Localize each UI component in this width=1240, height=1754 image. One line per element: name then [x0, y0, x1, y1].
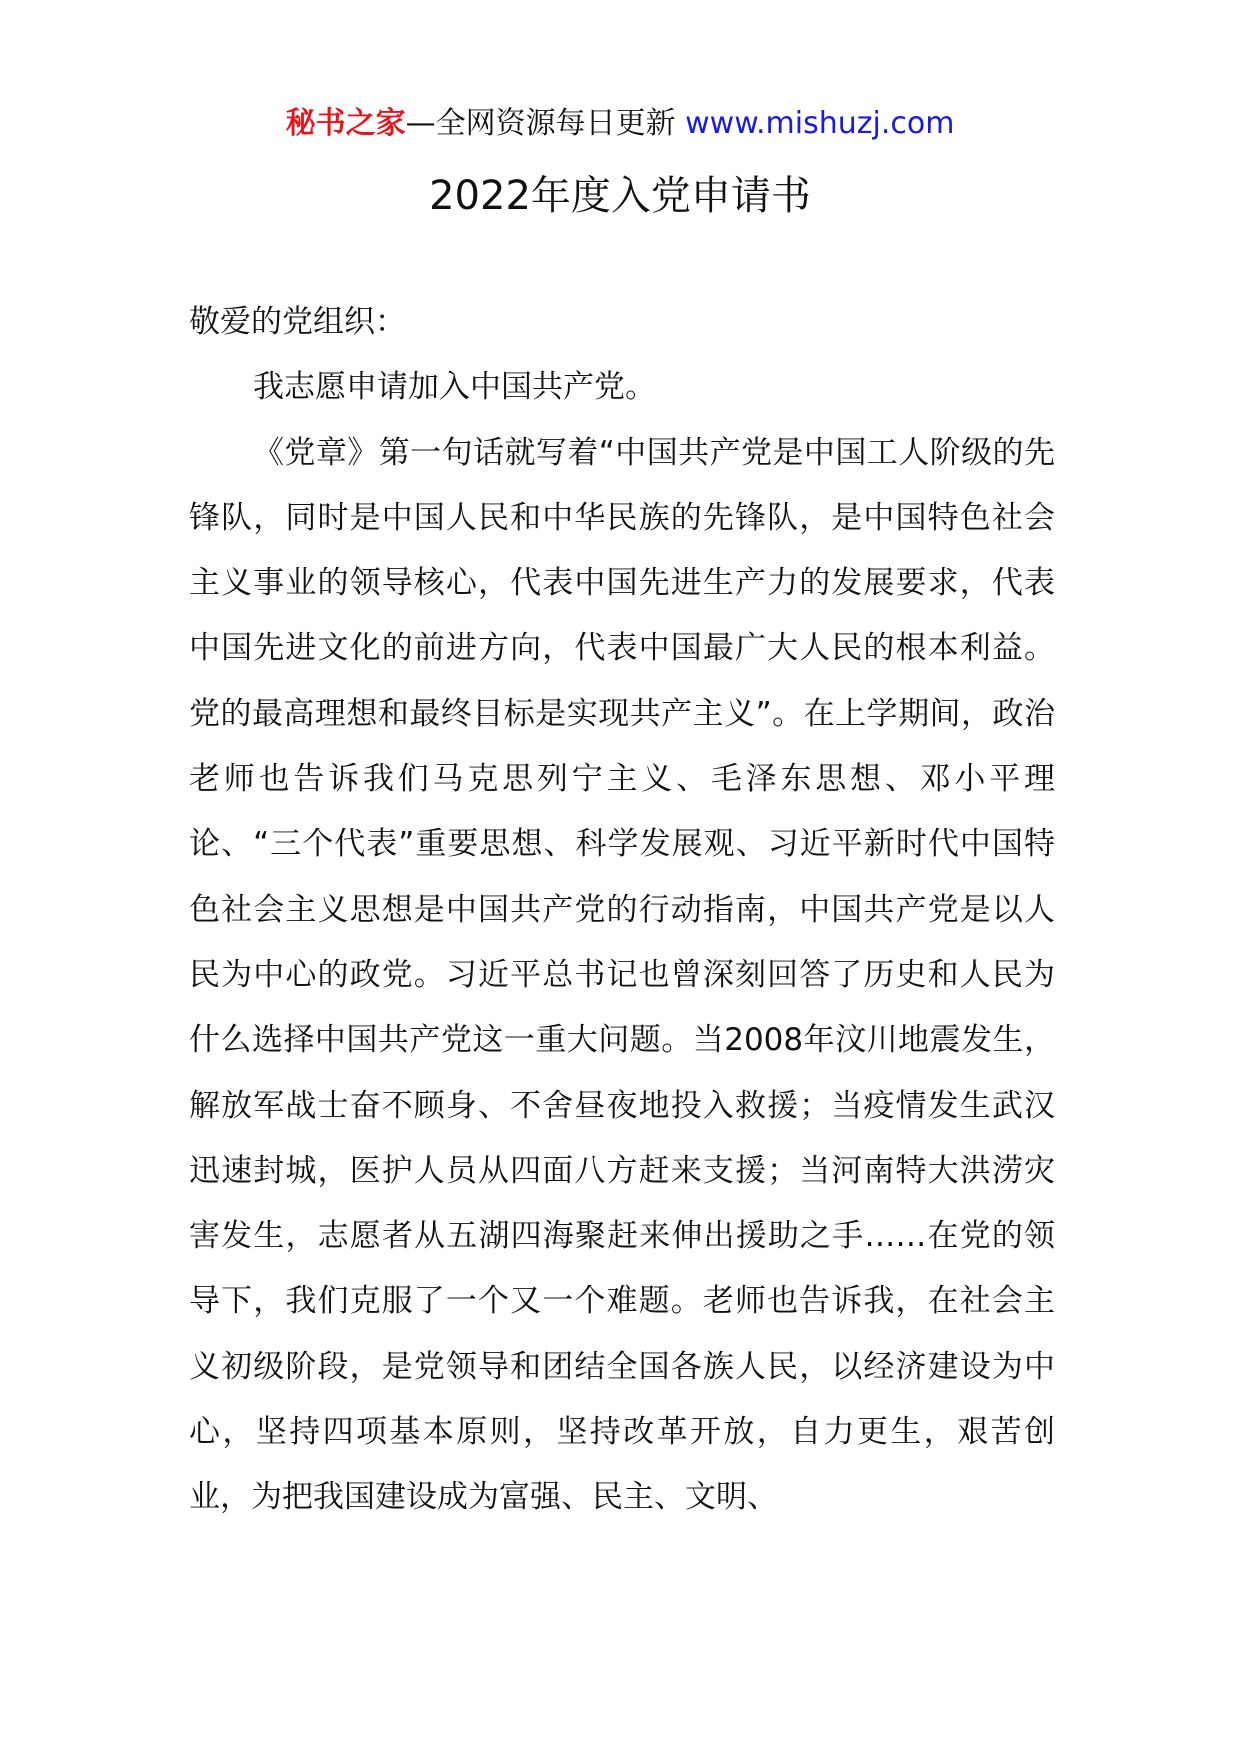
paragraph-2: 《党章》第一句话就写着“中国共产党是中国工人阶级的先锋队，同时是中国人民和中华民族的先锋队，是中国特色社会主义事业的领导核心，代表中国先进生产力的发展要求，代表中国先进文化的前进方向，代表中国最广大人民的根本利益。党的最高理想和最终目标是实现共产主义”。在上学期间，政治老师也告诉我们马克思列宁主义、毛泽东思想、邓小平理论、“三个代表”重要思想、科学发展观、习近平新时代中国特色社会主义思想是中国共产党的行动指南，中国共产党是以人民为中心的政党。习近平总书记也曾深刻回答了历史和人民为什么选择中国共产党这一重大问题。当2008年汶川地震发生，解放军战士奋不顾身、不舍昼夜地投入救援；当疫情发生武汉迅速封城，医护人员从四面八方赶来支援；当河南特大洪涝灾害发生，志愿者从五湖四海聚赶来伸出援助之手……在党的领导下，我们克服了一个又一个难题。老师也告诉我，在社会主义初级阶段，是党领导和团结全国各族人民，以经济建设为中心，坚持四项基本原则，坚持改革开放，自力更生，艰苦创业，为把我国建设成为富强、民主、文明、 — [189, 434, 1055, 1516]
site-header — [0, 102, 1240, 146]
salutation: 敬爱的党组织： — [189, 304, 406, 340]
document-title: 2022年度入党申请书 — [429, 173, 811, 219]
brand-name: 秘书之家 — [285, 106, 406, 141]
site-url-link[interactable]: www.mishuzj.com — [685, 106, 955, 141]
document-body — [189, 290, 1055, 1531]
header-slogan: —全网资源每日更新 — [405, 106, 676, 141]
paragraph-1: 我志愿申请加入中国共产党。 — [253, 369, 656, 406]
